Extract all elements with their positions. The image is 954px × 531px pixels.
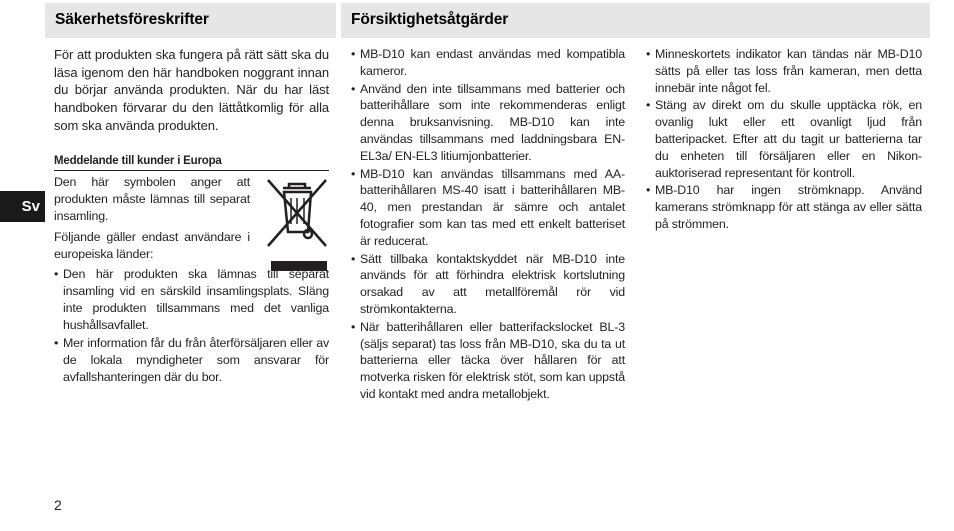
safety-column: [54, 46, 329, 388]
list-item: • MB-D10 kan användas tillsammans med AA-batterihållaren MS-40 isatt i batterihållaren MB-40, men prestandan är sämre och antalet fotografier som kan tas med ett enkelt batteriset är reducerat.: [351, 166, 625, 250]
precautions-list-2: [646, 46, 922, 233]
precautions-list-1: [351, 46, 625, 403]
list-item: • Minneskortets indikator kan tändas när MB-D10 sätts på eller tas loss från kameran, men detta innebär inte något fel.: [646, 46, 922, 96]
eu-users-text: Följande gäller endast användare i europeiska länder:: [54, 229, 250, 261]
list-item: • Mer information får du från återförsäljaren eller av de lokala myndigheter som ansvarar för avfallshanteringen där du bor.: [54, 335, 329, 385]
weee-bullet-list: [54, 266, 329, 386]
precautions-column-2: [646, 46, 922, 234]
precautions-column-1: [351, 46, 625, 404]
section-title-precautions: Försiktighetsåtgärder: [351, 11, 509, 28]
list-item: • MB-D10 kan endast användas med kompatibla kameror.: [351, 46, 625, 80]
list-item: • Den här produkten ska lämnas till separat insamling vid en särskild insamlingsplats. Släng inte produkten tillsammans med det vanliga hushållsavfallet.: [54, 266, 329, 333]
list-item: • Sätt tillbaka kontaktskyddet när MB-D10 inte används för att förhindra elektrisk kortslutning orsakad av att metallföremål rör vid strömkontakterna.: [351, 251, 625, 318]
weee-notice: [54, 174, 329, 386]
section-title-safety: Säkerhetsföreskrifter: [55, 11, 209, 28]
language-tab: Sv: [0, 191, 45, 222]
crossed-out-wheelie-bin-icon: [265, 174, 329, 272]
safety-intro-paragraph: För att produkten ska fungera på rätt sätt ska du läsa igenom den här handboken noggrant innan du börjar använda produkten. När du har läst handboken förvarar du den lättåtkomlig för alla som ska använda produkten.: [54, 47, 329, 133]
section-header-safety: [45, 3, 336, 38]
europe-notice-heading: Meddelande till kunder i Europa: [54, 153, 329, 172]
page-number: 2: [54, 497, 62, 513]
list-item: • Stäng av direkt om du skulle upptäcka rök, en ovanlig lukt eller ett ovanligt ljud från batteripacket. Efter att du tagit ur batterierna tar du enheten till försäljaren eller en Nikon-auktoriserad representant för kontroll.: [646, 97, 922, 181]
weee-symbol-text: Den här symbolen anger att produkten måste lämnas till separat insamling.: [54, 175, 250, 223]
list-item: • MB-D10 har ingen strömknapp. Använd kamerans strömknapp för att stänga av eller sätta på strömmen.: [646, 182, 922, 232]
list-item: • Använd den inte tillsammans med batterier och batterihållare som inte rekommenderas enligt denna bruksanvisning. MB-D10 kan inte användas tillsammans med laddningsbara EN-EL3a/ EN-EL3 litiumjonbatterier.: [351, 81, 625, 165]
list-item: • När batterihållaren eller batterifackslocket BL-3 (säljs separat) tas loss från MB-D10, ska du ta ut batterierna eller täcka över hållaren för att motverka risken för elektrisk stöt, som kan uppstå vid kontakt med andra metallobjekt.: [351, 319, 625, 403]
section-header-precautions: [341, 3, 930, 38]
